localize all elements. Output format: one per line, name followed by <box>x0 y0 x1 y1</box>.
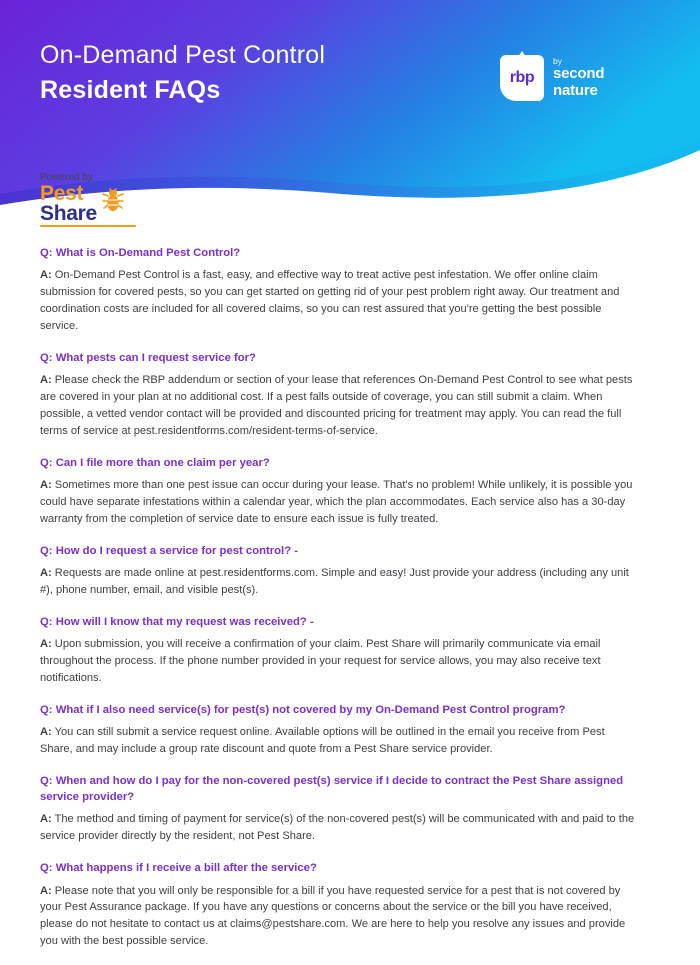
second-nature-name-line2: nature <box>553 81 598 99</box>
faq-question: Q: What pests can I request service for? <box>40 351 256 364</box>
faq-item <box>40 543 640 599</box>
header-title-group <box>40 40 325 107</box>
faq-item <box>40 702 640 758</box>
faq-answer-text: Please check the RBP addendum or section of your lease that references On-Demand Pest Control to see what pests are covered in your plan at no additional cost. If a pest falls outside of coverage, you can still submit a claim. When possible, a vetted vendor contact will be provided and discounted pricing for treatment may apply. You can read the full terms of service at pest.residentforms.com/resident-terms-of-service. <box>40 374 633 437</box>
faq-answer-label: A: <box>40 813 52 826</box>
faq-answer <box>40 811 640 845</box>
faq-answer-label: A: <box>40 479 52 491</box>
faq-question: Q: What if I also need service(s) for pest(s) not covered by my On-Demand Pest Control program? <box>40 703 566 716</box>
faq-answer-label: A: <box>40 638 52 651</box>
pest-share-wordmark <box>40 184 97 224</box>
faq-answer <box>40 477 640 528</box>
faq-question: Q: Can I file more than one claim per year? <box>40 456 270 469</box>
powered-by-label: Powered by <box>40 172 93 183</box>
faq-answer-label: A: <box>40 726 52 738</box>
page-title-line1: On-Demand Pest Control <box>40 41 326 69</box>
faq-answer-label: A: <box>40 374 52 387</box>
faq-question: Q: When and how do I pay for the non-covered pest(s) service if I decide to contract the Pest Share assigned service provider? <box>40 774 624 804</box>
faq-answer <box>40 267 640 334</box>
faq-item <box>40 350 640 440</box>
faq-answer <box>40 372 640 439</box>
faq-answer <box>40 636 640 687</box>
faq-question: Q: What is On-Demand Pest Control? <box>40 247 241 259</box>
faq-item <box>40 614 640 687</box>
rbp-badge-icon <box>500 55 544 101</box>
second-nature-by-label: by <box>553 56 562 67</box>
faq-item <box>40 773 640 845</box>
faq-answer-text: The method and timing of payment for service(s) of the non-covered pest(s) will be communicated with and paid to the service provider directly by the resident, not Pest Share. <box>40 813 635 843</box>
pest-share-logo <box>40 184 126 224</box>
rbp-badge-label: rbp <box>509 69 535 86</box>
faq-item <box>40 245 640 335</box>
faq-list <box>40 245 640 965</box>
second-nature-wordmark <box>553 57 604 99</box>
faq-answer <box>40 724 640 758</box>
faq-answer <box>40 883 640 950</box>
faq-answer-text: Sometimes more than one pest issue can occur during your lease. That's no problem! While unlikely, it is possible you could have separate infestations within a calendar year, which the plan accommodates. Each service also has a 30-day warranty from the completion of service date to ensure each issue is fully treated. <box>40 479 633 525</box>
second-nature-name-line1: second <box>553 65 605 83</box>
faq-answer-text: Upon submission, you will receive a confirmation of your claim. Pest Share will primarily communicate via email throughout the process. If the phone number provided in your request for service allows, you may also receive text notifications. <box>40 638 601 684</box>
faq-answer <box>40 565 640 599</box>
faq-item <box>40 455 640 528</box>
faq-question: Q: How do I request a service for pest control? - <box>40 544 298 557</box>
powered-by-pest-share <box>40 172 126 224</box>
faq-answer-text: On-Demand Pest Control is a fast, easy, and effective way to treat active pest infestation. We offer online claim submission for covered pests, so you can get started on getting rid of your pest problem right away. Our treatment and coordination costs are included for all covered claims, so you can rest assured that you're getting the best possible service. <box>40 269 620 332</box>
faq-item <box>40 860 640 950</box>
faq-question: Q: What happens if I receive a bill after the service? <box>40 862 317 875</box>
page-title-line2: Resident FAQs <box>40 76 221 105</box>
faq-answer-text: Please note that you will only be responsible for a bill if you have requested service for a pest that is not covered by your Pest Assurance package. If you have any questions or concerns about the service or the bill you have received, please do not hesitate to contact us at claims@pestshare.com. We are here to help you resolve any issues and provide you with the best possible service. <box>40 884 626 948</box>
faq-answer-text: Requests are made online at pest.residentforms.com. Simple and easy! Just provide your address (including any unit #), phone number, email, and visible pest(s). <box>40 566 629 596</box>
faq-answer-label: A: <box>40 884 52 897</box>
faq-answer-label: A: <box>40 269 52 282</box>
faq-question: Q: How will I know that my request was received? - <box>40 615 314 628</box>
faq-answer-label: A: <box>40 566 52 579</box>
bug-icon <box>100 185 126 220</box>
pest-share-word-pest: Pest <box>40 182 84 205</box>
pest-share-word-share: Share <box>40 202 97 226</box>
rbp-second-nature-logo <box>500 55 604 101</box>
faq-answer-text: You can still submit a service request online. Available options will be outlined in the email you receive from Pest Share, and may include a group rate discount and quote from a Pest Share service provider. <box>40 726 605 755</box>
